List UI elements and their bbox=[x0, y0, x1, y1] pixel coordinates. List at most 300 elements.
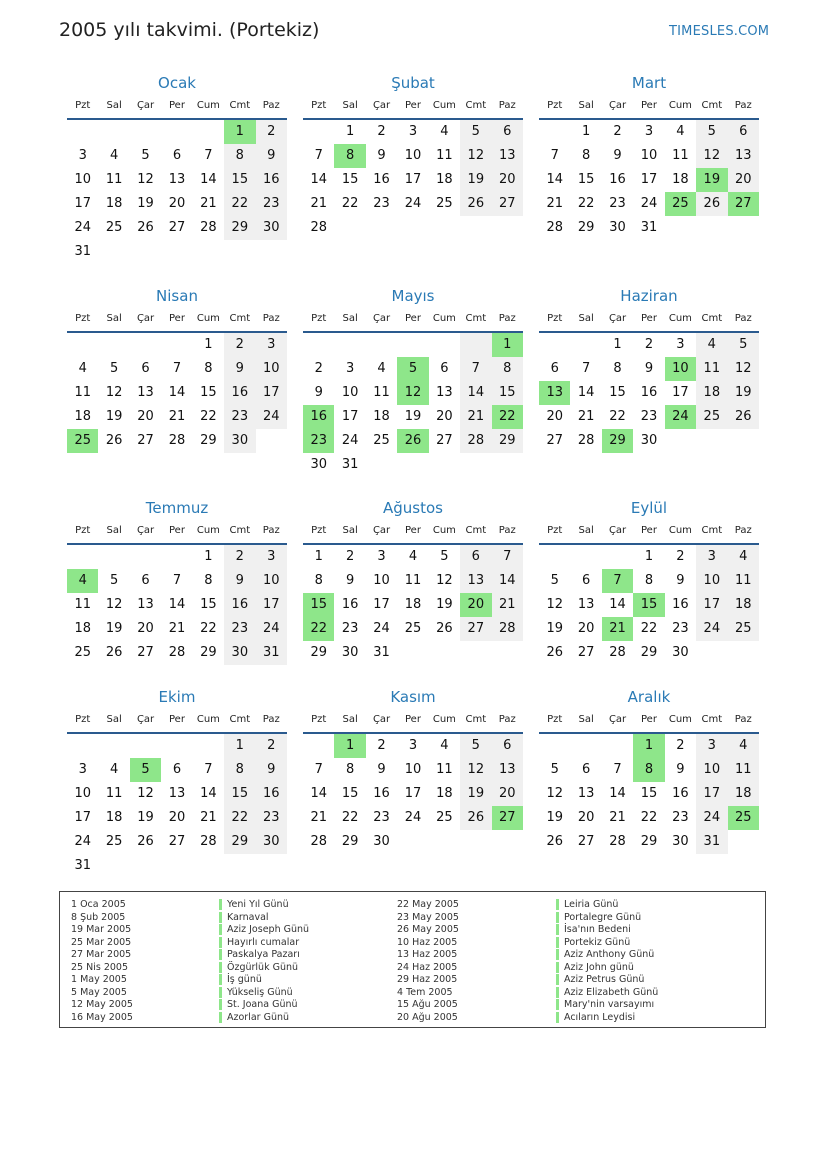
day-cell-empty bbox=[161, 545, 192, 569]
day-cell: 21 bbox=[609, 810, 626, 825]
day-cell: 5 bbox=[460, 734, 491, 758]
legend-holiday-name: İsa'nın Bedeni bbox=[556, 924, 658, 937]
day-cell: 15 bbox=[224, 782, 255, 806]
day-cell: 13 bbox=[728, 144, 759, 168]
weekday-label: Cmt bbox=[229, 714, 251, 725]
day-cell: 12 bbox=[546, 597, 563, 612]
day-cell: 4 bbox=[440, 738, 449, 753]
day-cell-empty bbox=[366, 333, 397, 357]
day-cell: 9 bbox=[314, 385, 323, 400]
day-cell: 13 bbox=[492, 758, 523, 782]
day-cell-empty bbox=[460, 830, 491, 854]
legend-holiday-name: Aziz Joseph Günü bbox=[219, 924, 309, 937]
day-cell: 24 bbox=[404, 810, 422, 825]
legend-dates-col-1 bbox=[71, 899, 133, 1024]
day-cell-empty bbox=[539, 120, 570, 144]
day-cell: 1 bbox=[345, 124, 355, 139]
weekday-label: Cum bbox=[196, 100, 220, 111]
day-grid bbox=[303, 333, 523, 477]
day-cell: 19 bbox=[546, 810, 563, 825]
day-cell: 23 bbox=[640, 409, 658, 424]
day-cell: 28 bbox=[577, 433, 595, 448]
day-cell: 31 bbox=[373, 645, 390, 660]
day-cell: 3 bbox=[408, 738, 418, 753]
day-cell-empty bbox=[397, 641, 428, 665]
weekday-label: Sal bbox=[578, 313, 594, 324]
day-cell: 21 bbox=[200, 196, 217, 211]
day-cell: 22 bbox=[341, 810, 359, 825]
day-cell: 26 bbox=[460, 806, 491, 830]
day-cell: 24 bbox=[665, 405, 696, 429]
day-cell-empty bbox=[256, 240, 287, 264]
month-5 bbox=[303, 285, 523, 477]
legend-date: 27 Mar 2005 bbox=[71, 949, 132, 960]
day-cell: 5 bbox=[550, 573, 559, 588]
day-cell-empty bbox=[161, 120, 192, 144]
day-cell: 8 bbox=[581, 148, 591, 163]
day-cell-empty bbox=[161, 734, 192, 758]
day-cell: 19 bbox=[105, 409, 123, 424]
day-cell: 16 bbox=[303, 405, 334, 429]
day-cell: 2 bbox=[345, 549, 355, 564]
month-name: Şubat bbox=[391, 74, 435, 92]
day-cell: 7 bbox=[172, 573, 182, 588]
weekday-label: Paz bbox=[262, 525, 280, 536]
weekday-header bbox=[539, 94, 759, 120]
day-cell: 18 bbox=[728, 593, 759, 617]
day-cell: 9 bbox=[256, 758, 287, 782]
weekday-label: Çar bbox=[372, 714, 391, 725]
legend-holiday-name: Hayırlı cumalar bbox=[219, 937, 309, 950]
weekday-label: Cmt bbox=[229, 525, 251, 536]
day-cell: 25 bbox=[728, 617, 759, 641]
day-cell: 19 bbox=[460, 782, 491, 806]
weekday-label: Per bbox=[641, 313, 657, 324]
weekday-label: Çar bbox=[372, 313, 391, 324]
day-cell: 20 bbox=[436, 409, 453, 424]
day-cell: 5 bbox=[109, 573, 119, 588]
legend-holiday-name: Yeni Yıl Günü bbox=[219, 899, 309, 912]
day-cell: 11 bbox=[74, 385, 91, 400]
weekday-label: Pzt bbox=[311, 525, 327, 536]
day-cell: 6 bbox=[172, 762, 182, 777]
holiday-marker-icon bbox=[556, 949, 559, 960]
legend-holiday-name: Yükseliş Günü bbox=[219, 987, 309, 1000]
day-cell: 26 bbox=[105, 433, 123, 448]
day-cell-empty bbox=[193, 854, 224, 878]
holiday-marker-icon bbox=[556, 962, 559, 973]
day-cell: 28 bbox=[492, 617, 523, 641]
legend-date: 26 May 2005 bbox=[397, 924, 459, 935]
day-cell: 4 bbox=[676, 124, 685, 139]
day-cell-empty bbox=[98, 545, 129, 569]
weekday-label: Pzt bbox=[311, 313, 327, 324]
day-cell: 25 bbox=[74, 645, 91, 660]
day-cell: 8 bbox=[314, 573, 323, 588]
weekday-header bbox=[303, 94, 523, 120]
day-cell: 12 bbox=[105, 385, 123, 400]
day-cell: 20 bbox=[168, 196, 186, 211]
day-cell: 25 bbox=[436, 196, 453, 211]
day-cell: 6 bbox=[581, 762, 591, 777]
day-cell: 10 bbox=[665, 357, 696, 381]
day-cell: 7 bbox=[314, 762, 323, 777]
weekday-label: Çar bbox=[136, 313, 155, 324]
day-cell: 26 bbox=[460, 192, 491, 216]
day-cell: 25 bbox=[665, 192, 696, 216]
legend-date: 23 May 2005 bbox=[397, 911, 459, 923]
day-cell: 5 bbox=[130, 758, 161, 782]
day-cell: 17 bbox=[696, 593, 727, 617]
day-cell: 9 bbox=[377, 148, 386, 163]
day-cell: 23 bbox=[672, 621, 689, 636]
legend-holiday-name: Aziz Elizabeth Günü bbox=[556, 987, 658, 1000]
holiday-marker-icon bbox=[556, 937, 559, 948]
day-cell: 1 bbox=[204, 549, 213, 564]
day-cell-empty bbox=[696, 429, 727, 453]
day-cell: 8 bbox=[633, 758, 664, 782]
day-cell: 8 bbox=[334, 144, 365, 168]
day-cell: 15 bbox=[224, 168, 255, 192]
day-cell-empty bbox=[366, 453, 397, 477]
day-cell: 30 bbox=[224, 429, 255, 453]
day-cell: 8 bbox=[204, 573, 213, 588]
day-cell: 6 bbox=[581, 573, 591, 588]
day-cell-empty bbox=[334, 216, 365, 240]
day-cell: 2 bbox=[224, 333, 255, 357]
day-cell: 18 bbox=[404, 597, 422, 612]
weekday-label: Paz bbox=[262, 100, 280, 111]
day-cell: 13 bbox=[460, 569, 491, 593]
day-cell: 14 bbox=[168, 597, 186, 612]
weekday-label: Sal bbox=[106, 525, 122, 536]
legend-holiday-name: Aziz Petrus Günü bbox=[556, 974, 658, 987]
day-cell: 2 bbox=[314, 361, 323, 376]
day-cell: 20 bbox=[577, 621, 595, 636]
weekday-label: Cum bbox=[668, 100, 692, 111]
legend-holiday-name: Paskalya Pazarı bbox=[219, 949, 309, 962]
day-cell-empty bbox=[130, 854, 161, 878]
day-cell: 16 bbox=[224, 381, 255, 405]
weekday-label: Cmt bbox=[701, 714, 723, 725]
month-11 bbox=[303, 686, 523, 854]
day-cell: 12 bbox=[436, 573, 453, 588]
day-cell: 18 bbox=[105, 810, 123, 825]
weekday-label: Cum bbox=[196, 714, 220, 725]
day-cell: 27 bbox=[137, 645, 154, 660]
day-cell: 12 bbox=[460, 144, 491, 168]
legend-names-col-1 bbox=[219, 899, 309, 1024]
day-cell: 24 bbox=[256, 617, 287, 641]
day-cell: 10 bbox=[256, 357, 287, 381]
day-cell: 30 bbox=[672, 645, 689, 660]
day-cell: 26 bbox=[137, 834, 154, 849]
day-cell: 16 bbox=[373, 172, 390, 187]
day-cell: 27 bbox=[436, 433, 453, 448]
month-1 bbox=[67, 72, 287, 264]
day-cell: 30 bbox=[640, 433, 658, 448]
day-cell: 8 bbox=[345, 762, 355, 777]
day-cell: 13 bbox=[168, 786, 186, 801]
day-cell: 20 bbox=[168, 810, 186, 825]
day-cell-empty bbox=[602, 545, 633, 569]
day-cell: 22 bbox=[224, 806, 255, 830]
day-cell: 10 bbox=[74, 172, 91, 187]
day-cell: 4 bbox=[67, 569, 98, 593]
day-cell: 12 bbox=[397, 381, 428, 405]
day-cell-empty bbox=[460, 453, 491, 477]
day-cell: 26 bbox=[546, 645, 563, 660]
day-cell: 6 bbox=[141, 573, 150, 588]
day-cell: 17 bbox=[256, 381, 287, 405]
day-cell: 11 bbox=[436, 148, 453, 163]
day-cell-empty bbox=[256, 854, 287, 878]
day-cell-empty bbox=[224, 240, 255, 264]
day-cell: 7 bbox=[581, 361, 591, 376]
day-cell: 16 bbox=[640, 385, 658, 400]
day-cell: 10 bbox=[404, 762, 422, 777]
day-cell: 8 bbox=[492, 357, 523, 381]
day-cell: 20 bbox=[492, 168, 523, 192]
day-cell: 25 bbox=[67, 429, 98, 453]
day-cell: 25 bbox=[404, 621, 422, 636]
day-cell-empty bbox=[570, 545, 601, 569]
day-cell: 24 bbox=[373, 621, 390, 636]
day-cell: 14 bbox=[200, 172, 217, 187]
day-cell-empty bbox=[429, 216, 460, 240]
legend-date: 12 May 2005 bbox=[71, 999, 133, 1010]
day-cell: 29 bbox=[492, 429, 523, 453]
day-cell: 22 bbox=[200, 409, 217, 424]
weekday-label: Pzt bbox=[547, 313, 563, 324]
weekday-label: Çar bbox=[608, 525, 627, 536]
day-cell: 8 bbox=[224, 144, 255, 168]
weekday-label: Cmt bbox=[229, 100, 251, 111]
day-cell: 17 bbox=[373, 597, 390, 612]
day-cell-empty bbox=[460, 333, 491, 357]
day-cell: 14 bbox=[310, 172, 327, 187]
weekday-label: Pzt bbox=[75, 714, 91, 725]
day-cell: 30 bbox=[341, 645, 359, 660]
day-cell: 6 bbox=[440, 361, 449, 376]
day-cell: 26 bbox=[436, 621, 453, 636]
day-grid bbox=[539, 333, 759, 453]
day-cell: 20 bbox=[492, 782, 523, 806]
weekday-label: Cum bbox=[432, 714, 456, 725]
day-cell: 23 bbox=[609, 196, 626, 211]
day-cell: 18 bbox=[672, 172, 689, 187]
day-cell: 31 bbox=[341, 457, 359, 472]
day-cell-empty bbox=[696, 216, 727, 240]
day-cell-empty bbox=[98, 333, 129, 357]
day-cell: 19 bbox=[696, 168, 727, 192]
day-cell: 24 bbox=[696, 806, 727, 830]
month-name: Ekim bbox=[158, 688, 196, 706]
weekday-header bbox=[67, 94, 287, 120]
day-cell: 11 bbox=[105, 172, 123, 187]
day-cell: 12 bbox=[105, 597, 123, 612]
day-cell: 23 bbox=[256, 192, 287, 216]
day-cell: 16 bbox=[341, 597, 359, 612]
weekday-label: Cmt bbox=[229, 313, 251, 324]
day-cell: 10 bbox=[373, 573, 390, 588]
day-cell: 30 bbox=[310, 457, 327, 472]
legend-date: 15 Ağu 2005 bbox=[397, 999, 458, 1010]
legend-dates-col-2 bbox=[397, 899, 459, 1024]
holiday-marker-icon bbox=[219, 924, 222, 935]
day-cell: 3 bbox=[78, 762, 87, 777]
legend-date: 5 May 2005 bbox=[71, 986, 127, 998]
day-cell: 7 bbox=[204, 762, 213, 777]
weekday-label: Paz bbox=[498, 714, 516, 725]
day-cell: 23 bbox=[224, 405, 255, 429]
day-cell-empty bbox=[67, 545, 98, 569]
day-cell: 1 bbox=[224, 120, 255, 144]
day-grid bbox=[67, 734, 287, 878]
day-cell: 23 bbox=[341, 621, 359, 636]
holiday-marker-icon bbox=[556, 912, 559, 923]
day-cell: 20 bbox=[137, 409, 154, 424]
weekday-label: Cum bbox=[668, 313, 692, 324]
day-cell: 24 bbox=[74, 834, 91, 849]
day-cell: 3 bbox=[696, 734, 727, 758]
day-cell: 13 bbox=[168, 172, 186, 187]
day-cell-empty bbox=[665, 216, 696, 240]
day-cell: 11 bbox=[404, 573, 422, 588]
day-cell-empty bbox=[429, 830, 460, 854]
legend-date: 10 Haz 2005 bbox=[397, 936, 458, 948]
day-cell: 2 bbox=[224, 545, 255, 569]
day-cell: 25 bbox=[728, 806, 759, 830]
day-cell: 31 bbox=[74, 858, 91, 873]
day-cell-empty bbox=[67, 734, 98, 758]
legend-holiday-name: Mary'nin varsayımı bbox=[556, 999, 658, 1012]
weekday-label: Cum bbox=[196, 313, 220, 324]
month-name: Haziran bbox=[620, 287, 678, 305]
day-cell: 21 bbox=[310, 810, 327, 825]
day-cell: 2 bbox=[676, 738, 685, 753]
day-cell: 6 bbox=[550, 361, 559, 376]
day-cell: 10 bbox=[640, 148, 658, 163]
day-cell: 23 bbox=[303, 429, 334, 453]
weekday-label: Sal bbox=[342, 313, 358, 324]
day-cell: 28 bbox=[609, 645, 626, 660]
day-cell: 23 bbox=[256, 806, 287, 830]
day-cell: 5 bbox=[397, 357, 428, 381]
day-cell-empty bbox=[366, 216, 397, 240]
day-cell: 9 bbox=[676, 573, 685, 588]
weekday-label: Cmt bbox=[701, 100, 723, 111]
weekday-label: Pzt bbox=[75, 313, 91, 324]
day-cell: 1 bbox=[613, 337, 622, 352]
day-cell: 30 bbox=[672, 834, 689, 849]
weekday-header bbox=[539, 708, 759, 734]
day-cell: 9 bbox=[224, 569, 255, 593]
day-cell: 24 bbox=[640, 196, 658, 211]
day-cell: 30 bbox=[373, 834, 390, 849]
day-cell: 26 bbox=[397, 429, 428, 453]
month-name: Aralık bbox=[627, 688, 671, 706]
day-cell: 13 bbox=[137, 385, 154, 400]
day-cell: 28 bbox=[168, 433, 186, 448]
day-cell: 4 bbox=[728, 734, 759, 758]
day-cell: 14 bbox=[200, 786, 217, 801]
day-cell: 27 bbox=[137, 433, 154, 448]
day-cell: 7 bbox=[172, 361, 182, 376]
day-cell: 3 bbox=[644, 124, 654, 139]
legend-holiday-name: Portekiz Günü bbox=[556, 937, 658, 950]
day-cell-empty bbox=[334, 333, 365, 357]
day-cell: 22 bbox=[577, 196, 595, 211]
day-cell: 13 bbox=[577, 597, 595, 612]
weekday-label: Sal bbox=[106, 714, 122, 725]
day-cell: 7 bbox=[550, 148, 559, 163]
day-cell: 10 bbox=[256, 569, 287, 593]
weekday-label: Per bbox=[169, 525, 185, 536]
holiday-marker-icon bbox=[556, 1012, 559, 1023]
day-cell: 31 bbox=[74, 244, 91, 259]
holiday-marker-icon bbox=[556, 974, 559, 985]
day-cell: 6 bbox=[492, 120, 523, 144]
weekday-label: Cmt bbox=[701, 525, 723, 536]
day-cell-empty bbox=[397, 216, 428, 240]
weekday-label: Cum bbox=[668, 525, 692, 536]
day-cell: 28 bbox=[200, 834, 217, 849]
weekday-label: Çar bbox=[136, 100, 155, 111]
day-cell: 21 bbox=[200, 810, 217, 825]
day-cell-empty bbox=[696, 641, 727, 665]
day-cell: 17 bbox=[341, 409, 359, 424]
day-cell: 25 bbox=[373, 433, 390, 448]
brand-link[interactable]: TIMESLES.COM bbox=[669, 24, 770, 39]
weekday-label: Paz bbox=[498, 100, 516, 111]
day-cell: 12 bbox=[546, 786, 563, 801]
weekday-label: Paz bbox=[262, 714, 280, 725]
weekday-label: Çar bbox=[608, 714, 627, 725]
day-cell: 11 bbox=[105, 786, 123, 801]
day-cell: 9 bbox=[345, 573, 355, 588]
day-cell: 22 bbox=[224, 192, 255, 216]
weekday-label: Sal bbox=[578, 525, 594, 536]
holiday-marker-icon bbox=[556, 987, 559, 998]
day-grid bbox=[67, 333, 287, 453]
month-2 bbox=[303, 72, 523, 240]
legend-date: 25 Nis 2005 bbox=[71, 961, 128, 973]
day-cell: 25 bbox=[105, 834, 123, 849]
weekday-header bbox=[67, 519, 287, 545]
day-cell: 3 bbox=[377, 549, 386, 564]
day-cell-empty bbox=[539, 734, 570, 758]
holiday-legend bbox=[59, 891, 766, 1028]
day-cell: 29 bbox=[640, 834, 658, 849]
day-cell: 4 bbox=[440, 124, 449, 139]
day-cell: 12 bbox=[137, 786, 154, 801]
day-cell: 2 bbox=[256, 734, 287, 758]
day-cell: 7 bbox=[492, 545, 523, 569]
weekday-label: Çar bbox=[608, 313, 627, 324]
weekday-label: Sal bbox=[106, 313, 122, 324]
day-cell: 5 bbox=[728, 333, 759, 357]
month-name: Temmuz bbox=[145, 499, 209, 517]
day-cell: 2 bbox=[256, 120, 287, 144]
day-cell: 17 bbox=[404, 172, 422, 187]
day-cell: 16 bbox=[609, 172, 626, 187]
day-cell-empty bbox=[303, 120, 334, 144]
holiday-marker-icon bbox=[219, 1012, 222, 1023]
day-grid bbox=[303, 545, 523, 665]
day-cell: 14 bbox=[577, 385, 595, 400]
day-cell: 9 bbox=[224, 357, 255, 381]
